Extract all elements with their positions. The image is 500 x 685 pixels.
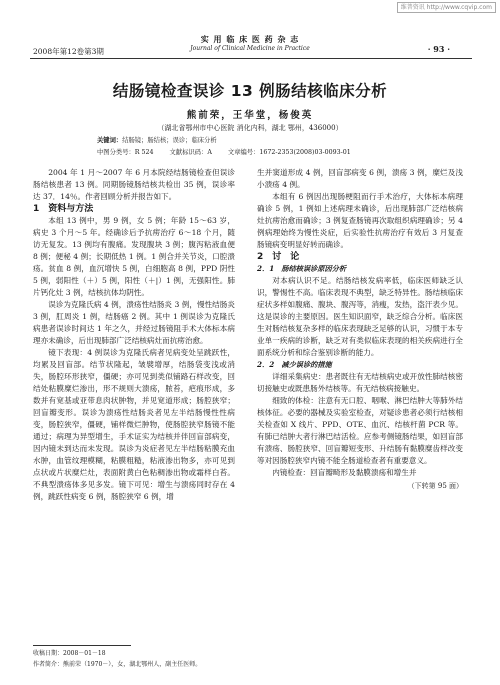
- intro-paragraph: 2004 年 1 月～2007 年 6 月本院经结肠镜检查但误诊肠结核患者 13 例。同期肠镜肠结核共检出 35 例，误诊率达 37．14％。作者回顾分析并报告如下。: [33, 168, 235, 201]
- journal-subtitle: Journal of Clinical Medicine in Practice: [190, 45, 310, 52]
- paragraph: 生并窦道形成 4 例，回盲部病变 6 例，溃疡 3 例，糜烂及浅小溃疡 4 例。: [257, 168, 463, 189]
- author-bio: 作者简介：熊前荣（1970－），女，湖北鄂州人，副主任医师。: [33, 661, 202, 668]
- watermark: 维普资讯 http://www.cqvip.com: [397, 2, 496, 13]
- article-title: 结肠镜检查误诊 13 例肠结核临床分析: [112, 82, 388, 100]
- footnote-rule: [33, 645, 131, 646]
- paragraph: 本组 13 例中，男 9 例，女 5 例；年龄 15～63 岁，病史 3 个月～5 年。经确诊后予抗痨治疗 6～18 个月，随访无复发。13 例均有腹痛。发现腹块 3 例；腹泻粘液血便 8 例；便秘 4 例；长期低热 1 例。1 例合并关节炎，口腔溃疡。贫血 8 例，血沉增快 5 例，白细胞高 8 例，PPD 阴性 5 例，弱阳性（＋）5 例，阳性（＋|）1 例，无强阳性。肺片钙化灶 3 例，结核抗体均阴性。: [33, 216, 235, 297]
- subsection-heading: 2．1 肠结核误诊原因分析: [257, 264, 347, 273]
- paragraph: 详细采集病史：患者既往有无结核病史或开放性肺结核密切接触史或既患肠外结核等。有无结核病接触史。: [257, 372, 463, 393]
- article-number: 文章编号：1672-2353(2008)03-0093-01: [227, 149, 351, 156]
- paragraph: 对本病认识不足。结肠结核发病率低，临床医师缺乏认识，警惕性不高。临床表现不典型，缺乏特异性。肠结核临床症状多样如腹痛、腹块、腹泻等，消瘦，发热，盗汗表少见。这是误诊的主要原因。医生知识面窄，缺乏综合分析。临床医生对肠结核复杂多样的临床表现缺乏足够的认识，习惯于本专业单一疾病的诊断，缺乏对有类似临床表现的相关疾病进行全面系统分析和综合鉴别诊断的能力。: [257, 276, 463, 357]
- section-heading-methods: 1 资料与方法: [33, 204, 94, 214]
- left-column: [33, 167, 235, 503]
- doc-code: 文献标识码：A: [169, 149, 212, 156]
- continued-note: （下转第 95 面）: [407, 482, 463, 490]
- paragraph: 本组有 6 例因出现肠梗阻而行手术治疗，大体标本病理确诊 5 例，1 例如上述病理未确诊，后出现肺部广泛结核病灶抗痨治愈而确诊；3 例复查肠镜再次取组织病理确诊；另 4 例病理始终为慢性炎症，后实验性抗痨治疗有效后 3 月复查肠镜病变明显好转而确诊。: [257, 192, 463, 249]
- header-rule: [30, 58, 472, 59]
- section-heading-discussion: 2 讨 论: [257, 252, 300, 262]
- paragraph: 细致的体检：注意有无口腔、咽喉、淋巴结肿大等肺外结核体征。必要的器械及实验室检查，对疑诊患者必须行结核相关检查如 X 线片、PPD、OTE、血沉、结核杆菌 PCR 等。有肺已结肿大者行淋巴结活检。应参考侧镜肠结果，如回盲部有溃疡、肠腔狭窄、回盲瓣短变形、升结肠有黏膜糜齿样改变等对因肠腔狭窄内镜不能全肠道检查者有重要意义。: [257, 396, 463, 465]
- journal-title: 实 用 临 床 医 药 杂 志: [200, 34, 300, 44]
- page-number: · 93 ·: [427, 44, 450, 54]
- keywords: [97, 135, 217, 144]
- article-meta: [97, 147, 367, 156]
- affiliation: （湖北省鄂州市中心医院 消化内科，湖北 鄂州，436000）: [157, 124, 343, 132]
- subsection-heading: 2．2 减少误诊的措施: [257, 360, 332, 369]
- issue-info: 2008年第12卷第3期: [33, 47, 104, 56]
- received-date: 收稿日期：2008－01－18: [33, 650, 106, 657]
- right-column: [257, 167, 463, 492]
- keywords-label: 关键词：: [97, 137, 123, 144]
- paragraph: 镜下表现：4 例误诊为克隆氏病者见病变处呈跳跃性，均累及回盲部。结节状隆起，皱襞增厚，结肠袋变浅或消失，肠腔环形狭窄，僵硬；亦可见到类似铺路石样改变，回结处粘膜糜烂渗出，形不规则大溃疡，脓苔，疤痕形成，多数并有宽基或亚带息肉状肿物，并见宽道形成；肠腔狭窄；回盲瓣变形。误诊为溃疡性结肠炎者见左半结肠慢性性病变，肠腔狭窄，僵硬，铺样微烂肿物，使肠腔狭窄肠镜不能通过；病理为异型增生，手术证实为结核并伴回盲部病变，因内镜未到达而未发现。误诊为炎症者见左半结肠粘膜充血水肿，血管纹理模糊，粘膜粗糙，粘液渗出物多，亦可见到点状或片状糜烂灶，表面附黄白色粘稠渗出物或霜样白苔。不典型溃疡体多见多发。镜下可见：增生与溃疡同时存在 4 例，跳跃性病变 6 例，肠腔狭窄 6 例，增: [33, 348, 235, 501]
- clc-number: 中图分类号：R 524: [97, 149, 154, 156]
- paragraph: 内镜检查：回盲瓣畸形及黏膜溃疡和增生并: [272, 468, 417, 477]
- paragraph: 误诊为克隆氏病 4 例，溃疡性结肠炎 3 例，慢性结肠炎 3 例，肛周炎 1 例，结肠癌 2 例。其中 1 例误诊为克隆氏病患者误诊时间达 1 年之久，并经过肠镜阻手术大体标本病理亦未确诊，后出现肺部广泛结核病灶而抗痨治愈。: [33, 300, 235, 345]
- authors: 熊前荣，王华堂，杨俊英: [186, 110, 314, 121]
- keywords-text: 结肠镜；肠结核；误诊；临床分析: [122, 137, 217, 144]
